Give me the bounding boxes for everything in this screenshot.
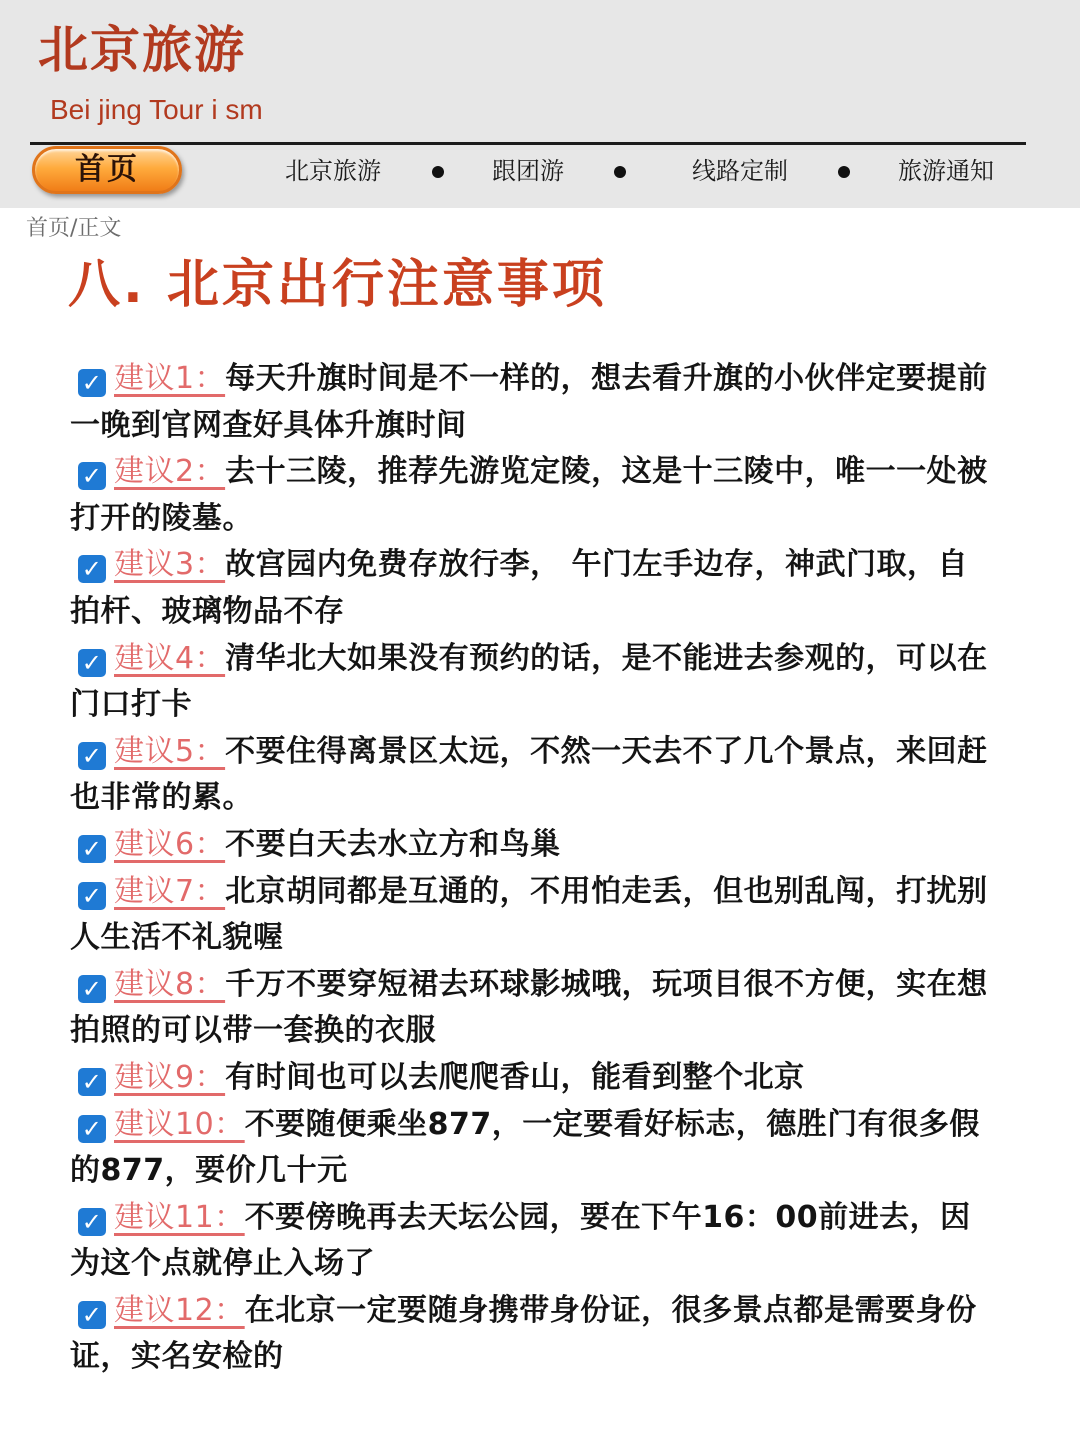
- check-box-icon: ✓: [78, 462, 106, 490]
- check-box-icon: ✓: [78, 1068, 106, 1096]
- nav-link-group-tour[interactable]: 跟团游: [492, 157, 564, 185]
- tip-label: 建议9：: [114, 1059, 226, 1095]
- tip-label: 建议4：: [114, 640, 226, 676]
- tip-text: 北京胡同都是互通的，不用怕走丢，但也别乱闯，打扰别人生活不礼貌喔: [70, 873, 988, 956]
- tip-text: 每天升旗时间是不一样的，想去看升旗的小伙伴定要提前一晚到官网查好具体升旗时间: [70, 361, 988, 443]
- check-box-icon: ✓: [78, 1115, 106, 1143]
- home-button[interactable]: 首页: [32, 146, 182, 194]
- nav-link-travel-notice[interactable]: 旅游通知: [898, 157, 994, 185]
- tips-list: [70, 356, 990, 1381]
- tip-label: 建议1：: [114, 361, 226, 396]
- nav-divider: [30, 142, 1026, 145]
- check-box-icon: ✓: [78, 742, 106, 770]
- tip-text: 千万不要穿短裙去环球影城哦，玩项目很不方便，实在想拍照的可以带一套换的衣服: [70, 966, 988, 1049]
- tip-item: [70, 449, 990, 542]
- tip-text: 不要随便乘坐877，一定要看好标志，德胜门有很多假的877，要价几十元: [70, 1106, 980, 1189]
- nav-separator-dot: [432, 166, 444, 178]
- tip-text: 故宫园内免费存放行李， 午门左手边存，神武门取，自拍杆、玻璃物品不存: [70, 547, 969, 629]
- tip-text: 不要白天去水立方和鸟巢: [225, 826, 561, 862]
- tip-item: [70, 542, 990, 635]
- tip-item: [70, 729, 990, 822]
- tip-label: 建议5：: [114, 733, 226, 769]
- page-title: 八. 北京出行注意事项: [68, 255, 607, 315]
- check-box-icon: ✓: [78, 1301, 106, 1329]
- tip-label: 建议6：: [114, 826, 226, 862]
- site-header: [0, 0, 1080, 208]
- tip-label: 建议3：: [114, 547, 226, 583]
- tip-item: [70, 356, 990, 449]
- check-box-icon: ✓: [78, 649, 106, 677]
- tip-label: 建议7：: [114, 873, 226, 909]
- tip-item: [70, 962, 990, 1055]
- site-title: 北京旅游: [38, 21, 246, 79]
- tip-item: [70, 822, 990, 869]
- check-box-icon: ✓: [78, 555, 106, 583]
- tip-item: [70, 1102, 990, 1195]
- tip-text: 不要傍晚再去天坛公园，要在下午16：00前进去，因为这个点就停止入场了: [70, 1199, 971, 1282]
- check-box-icon: ✓: [78, 1208, 106, 1236]
- check-box-icon: ✓: [78, 882, 106, 910]
- check-box-icon: ✓: [78, 835, 106, 863]
- tip-text: 不要住得离景区太远，不然一天去不了几个景点，来回赶也非常的累。: [70, 733, 988, 816]
- tip-label: 建议11：: [114, 1199, 245, 1235]
- tip-label: 建议8：: [114, 966, 226, 1002]
- tip-item: [70, 869, 990, 962]
- check-box-icon: ✓: [78, 369, 106, 397]
- tip-item: [70, 1288, 990, 1381]
- tip-text: 在北京一定要随身携带身份证，很多景点都是需要身份证，实名安检的: [70, 1292, 977, 1375]
- breadcrumb[interactable]: 首页/正文: [26, 216, 122, 241]
- tip-item: [70, 1195, 990, 1288]
- tip-text: 有时间也可以去爬爬香山，能看到整个北京: [225, 1059, 805, 1095]
- check-box-icon: ✓: [78, 975, 106, 1003]
- tip-item: [70, 1055, 990, 1102]
- tip-label: 建议12：: [114, 1292, 245, 1328]
- tip-text: 去十三陵，推荐先游览定陵，这是十三陵中，唯一一处被打开的陵墓。: [70, 454, 988, 536]
- nav-link-custom-route[interactable]: 线路定制: [692, 157, 788, 185]
- tip-text: 清华北大如果没有预约的话，是不能进去参观的，可以在门口打卡: [70, 640, 988, 723]
- tip-item: [70, 636, 990, 729]
- nav-separator-dot: [838, 166, 850, 178]
- site-subtitle: Bei jing Tour i sm: [50, 94, 263, 125]
- nav-link-beijing-travel[interactable]: 北京旅游: [285, 157, 381, 185]
- tip-label: 建议10：: [114, 1106, 245, 1142]
- nav-separator-dot: [614, 166, 626, 178]
- tip-label: 建议2：: [114, 454, 226, 490]
